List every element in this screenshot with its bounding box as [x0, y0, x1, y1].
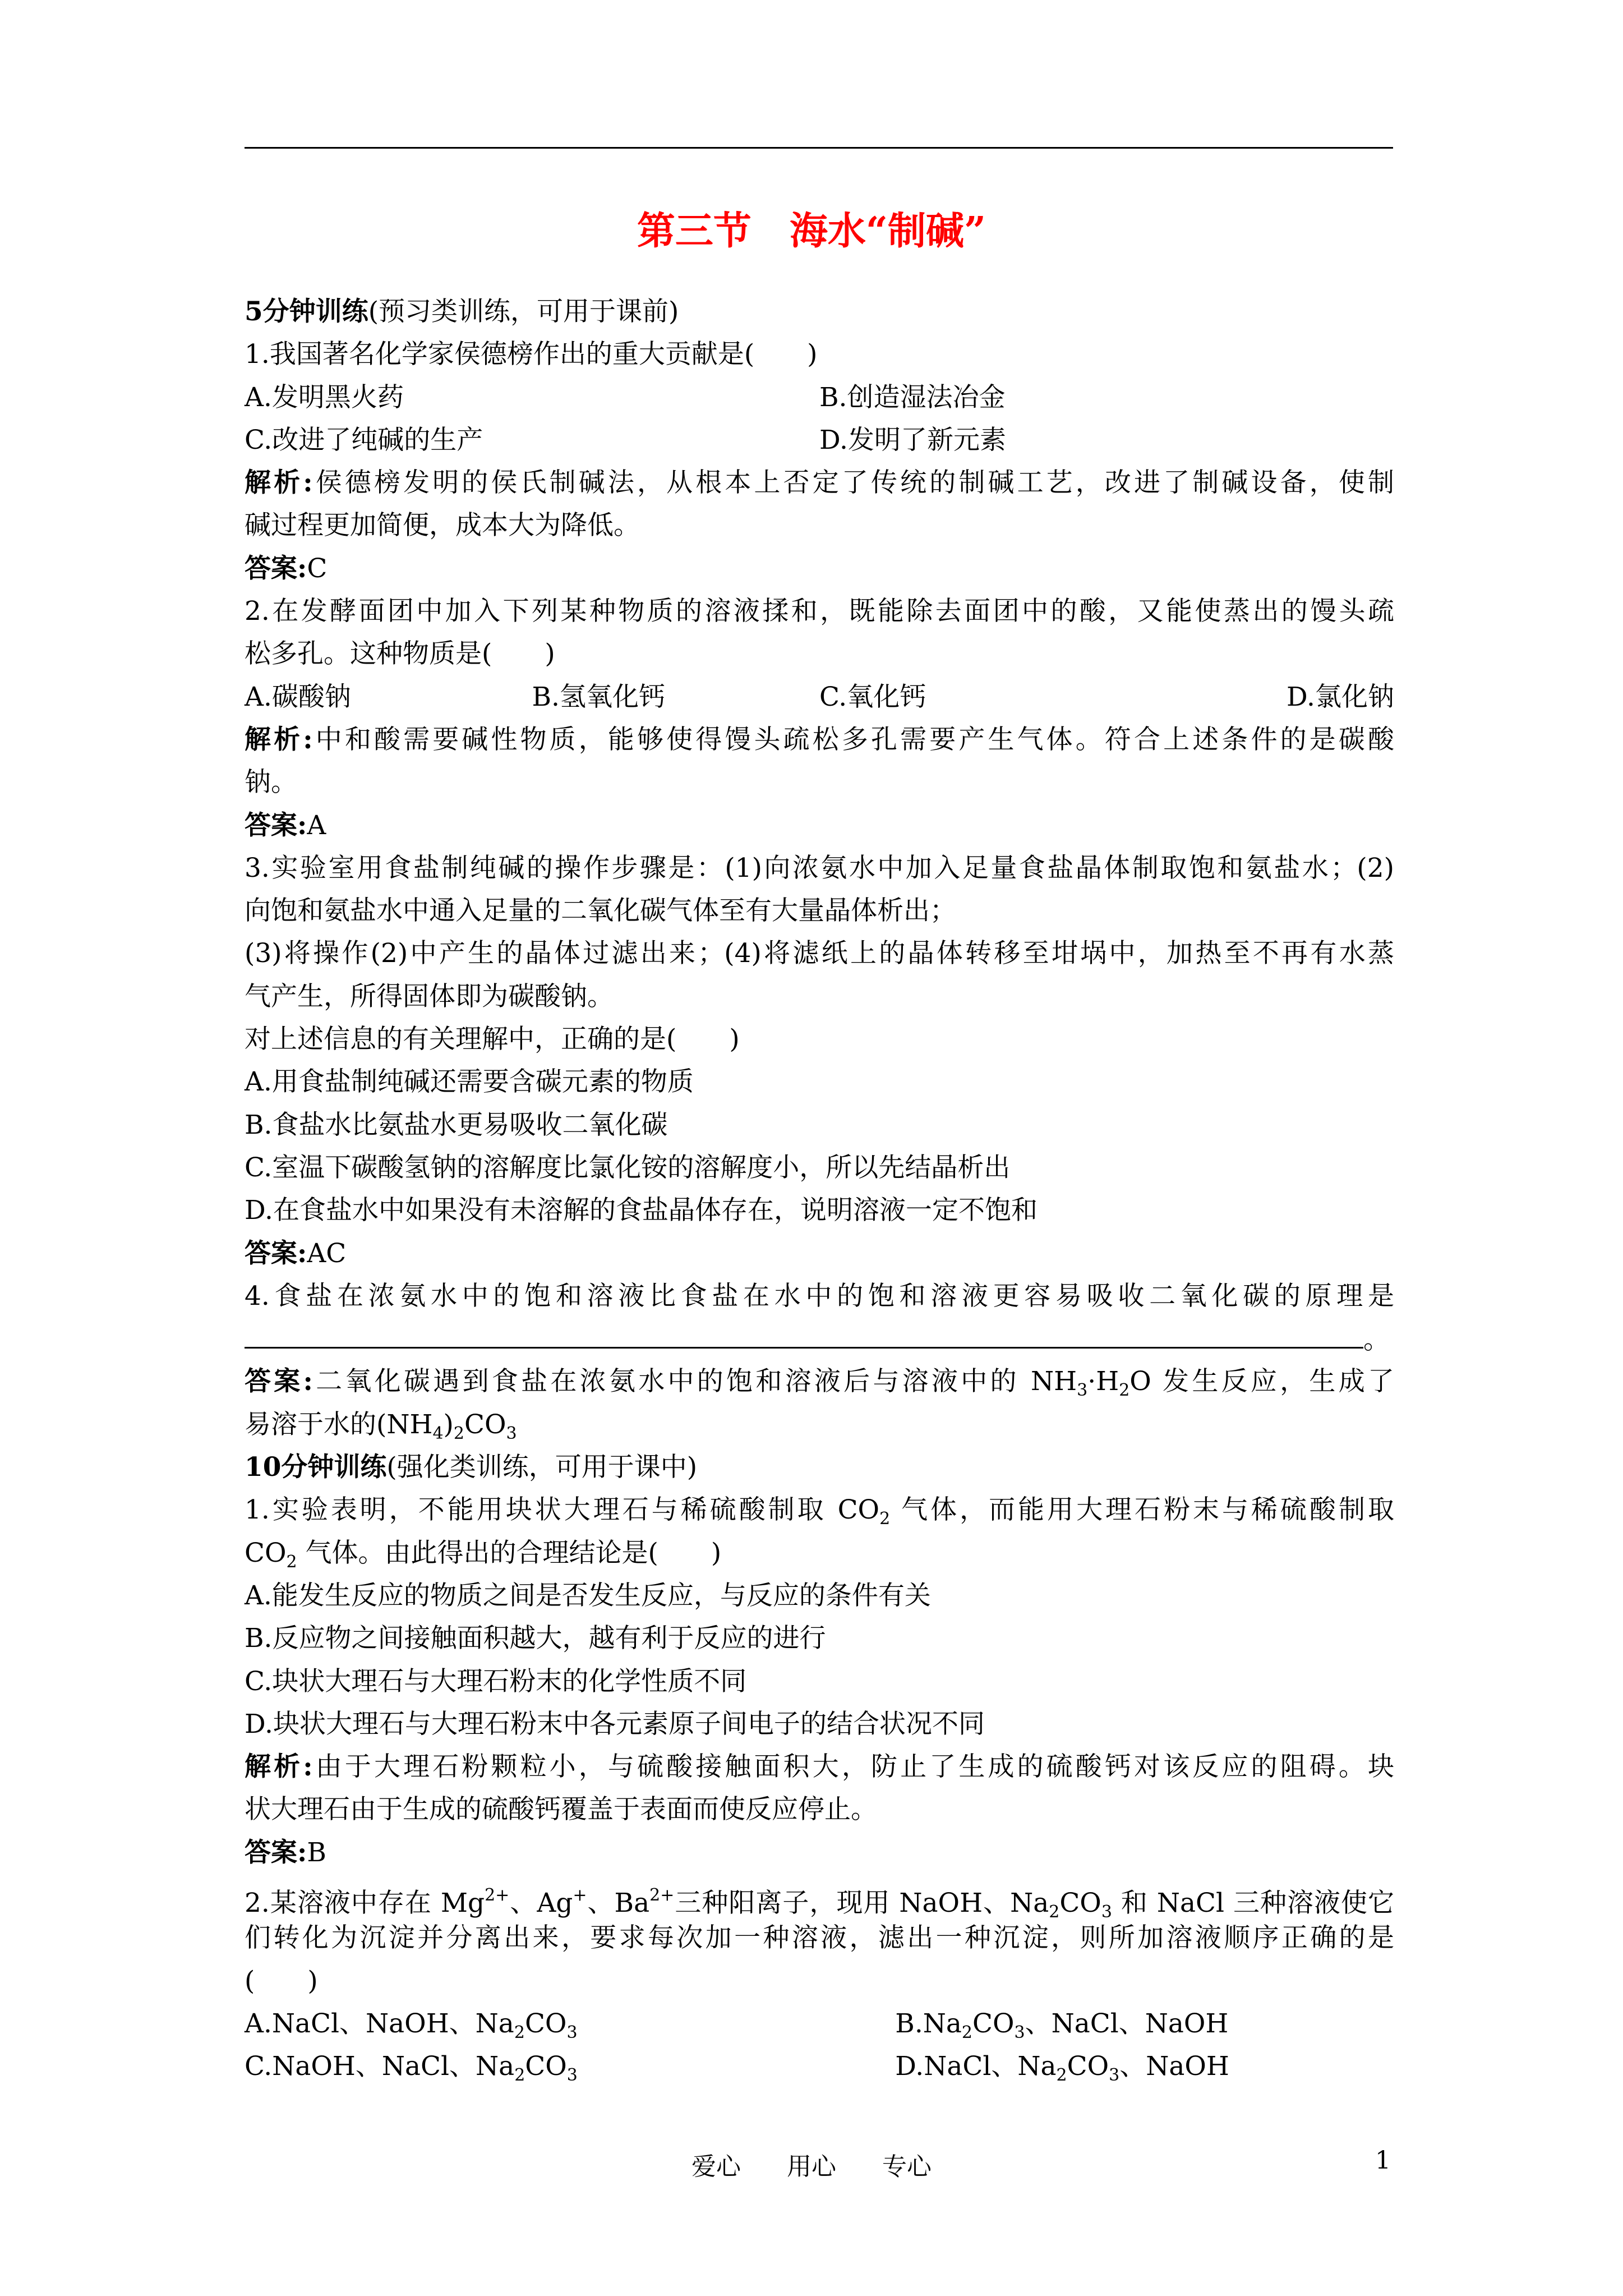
page-number: 1 — [1375, 2146, 1391, 2175]
option: D.NaCl、$Na_2CO_3$、NaOH — [895, 2051, 1229, 2086]
option: C.氧化钙 — [819, 681, 926, 712]
option: A.NaCl、NaOH、$Na_2CO_3$ — [245, 2008, 578, 2042]
question-stem: 2.某溶液中存在 $Mg^{2+}$、Ag+、$Ba^{2+}$三种阳离子，现用 NaOH、$Na_2CO_3$ 和 NaCl 三种溶液使它 — [245, 1885, 1394, 1922]
page-title: 第三节 海水“制碱” — [637, 209, 986, 254]
option-row — [245, 376, 1394, 419]
footer-item: 专心 — [882, 2152, 932, 2181]
analysis: 解析:中和酸需要碱性物质，能够使得馒头疏松多孔需要产生气体。符合上述条件的是碳酸 — [245, 724, 1394, 755]
section-heading: 10分钟训练(强化类训练，可用于课中) — [245, 1452, 698, 1483]
answer: 答案:B — [245, 1837, 326, 1868]
question-stem-cont: 气产生，所得固体即为碳酸钠。 — [245, 981, 614, 1012]
option: D.发明了新元素 — [819, 424, 1006, 455]
document-body — [245, 291, 1394, 2088]
option-row — [245, 2045, 1394, 2088]
header-rule — [245, 147, 1393, 149]
option-row — [245, 2003, 1394, 2045]
question-stem: 3.实验室用食盐制纯碱的操作步骤是：(1)向浓氨水中加入足量食盐晶体制取饱和氨盐水；(2) — [245, 852, 1394, 884]
analysis: 解析:侯德榜发明的侯氏制碱法，从根本上否定了传统的制碱工艺，改进了制碱设备，使制 — [245, 467, 1394, 499]
option-row — [245, 676, 1394, 719]
question-stem-cont: 对上述信息的有关理解中，正确的是( ) — [245, 1024, 740, 1055]
question-stem-cont: (3)将操作(2)中产生的晶体过滤出来；(4)将滤纸上的晶体转移至坩埚中，加热至不再有水蒸 — [245, 938, 1394, 969]
option: A.碳酸钠 — [245, 681, 351, 712]
question-stem-cont: 们转化为沉淀并分离出来，要求每次加一种溶液，滤出一种沉淀，则所加溶液顺序正确的是 — [245, 1922, 1394, 1954]
option-row — [245, 419, 1394, 462]
option: A.发明黑火药 — [245, 381, 404, 413]
footer-item: 用心 — [787, 2152, 836, 2181]
fill-blank-line: 。 — [245, 1318, 1394, 1360]
section-heading: 5分钟训练(预习类训练，可用于课前) — [245, 296, 679, 327]
answer: 答案:AC — [245, 1237, 347, 1269]
option: D.块状大理石与大理石粉末中各元素原子间电子的结合状况不同 — [245, 1708, 985, 1740]
analysis: 解析:由于大理石粉颗粒小，与硫酸接触面积大，防止了生成的硫酸钙对该反应的阻碍。块 — [245, 1751, 1394, 1783]
option: C.改进了纯碱的生产 — [245, 424, 483, 455]
option: D.在食盐水中如果没有未溶解的食盐晶体存在，说明溶液一定不饱和 — [245, 1195, 1038, 1226]
footer-item: 爱心 — [691, 2152, 741, 2181]
answer-cont: 易溶于水的$(NH_4)_2CO_3$ — [245, 1409, 517, 1443]
option: C.NaOH、NaCl、$Na_2CO_3$ — [245, 2051, 578, 2086]
question-stem-cont: $CO_2$ 气体。由此得出的合理结论是( ) — [245, 1537, 722, 1572]
option: $B.Na_2CO_3$、NaCl、NaOH — [895, 2008, 1229, 2042]
analysis-cont: 状大理石由于生成的硫酸钙覆盖于表面而使反应停止。 — [245, 1794, 877, 1825]
question-stem: 1.实验表明，不能用块状大理石与稀硫酸制取 $CO_2$ 气体，而能用大理石粉末与稀硫酸制取 — [245, 1494, 1394, 1529]
option: B.反应物之间接触面积越大，越有利于反应的进行 — [245, 1623, 826, 1654]
analysis-cont: 碱过程更加简便，成本大为降低。 — [245, 510, 640, 541]
question-stem-cont: 向饱和氨盐水中通入足量的二氧化碳气体至有大量晶体析出； — [245, 895, 956, 927]
option: C.块状大理石与大理石粉末的化学性质不同 — [245, 1665, 747, 1697]
question-stem-cont: ( ) — [245, 1965, 318, 1996]
answer: 答案:C — [245, 553, 328, 584]
answer: 答案:二氧化碳遇到食盐在浓氨水中的饱和溶液后与溶液中的 $NH_3\cdot H_2O$ 发生反应，生成了 — [245, 1366, 1394, 1401]
option: B.氢氧化钙 — [532, 681, 665, 712]
option: A.能发生反应的物质之间是否发生反应，与反应的条件有关 — [245, 1580, 931, 1611]
option: B.食盐水比氨盐水更易吸收二氧化碳 — [245, 1109, 668, 1140]
question-stem: 2.在发酵面团中加入下列某种物质的溶液揉和，既能除去面团中的酸，又能使蒸出的馒头疏 — [245, 596, 1394, 627]
option: A.用食盐制纯碱还需要含碳元素的物质 — [245, 1066, 694, 1098]
analysis-cont: 钠。 — [245, 767, 297, 798]
option: B.创造湿法冶金 — [819, 381, 1006, 413]
answer-blank[interactable] — [245, 1318, 1363, 1349]
question-stem-cont: 松多孔。这种物质是( ) — [245, 638, 555, 670]
question-stem: 4.食盐在浓氨水中的饱和溶液比食盐在水中的饱和溶液更容易吸收二氧化碳的原理是 — [245, 1280, 1394, 1312]
option: D.氯化钠 — [1287, 681, 1394, 712]
answer: 答案:A — [245, 809, 326, 841]
question-stem: 1.我国著名化学家侯德榜作出的重大贡献是( ) — [245, 339, 818, 370]
option: C.室温下碳酸氢钠的溶解度比氯化铵的溶解度小，所以先结晶析出 — [245, 1152, 1011, 1183]
